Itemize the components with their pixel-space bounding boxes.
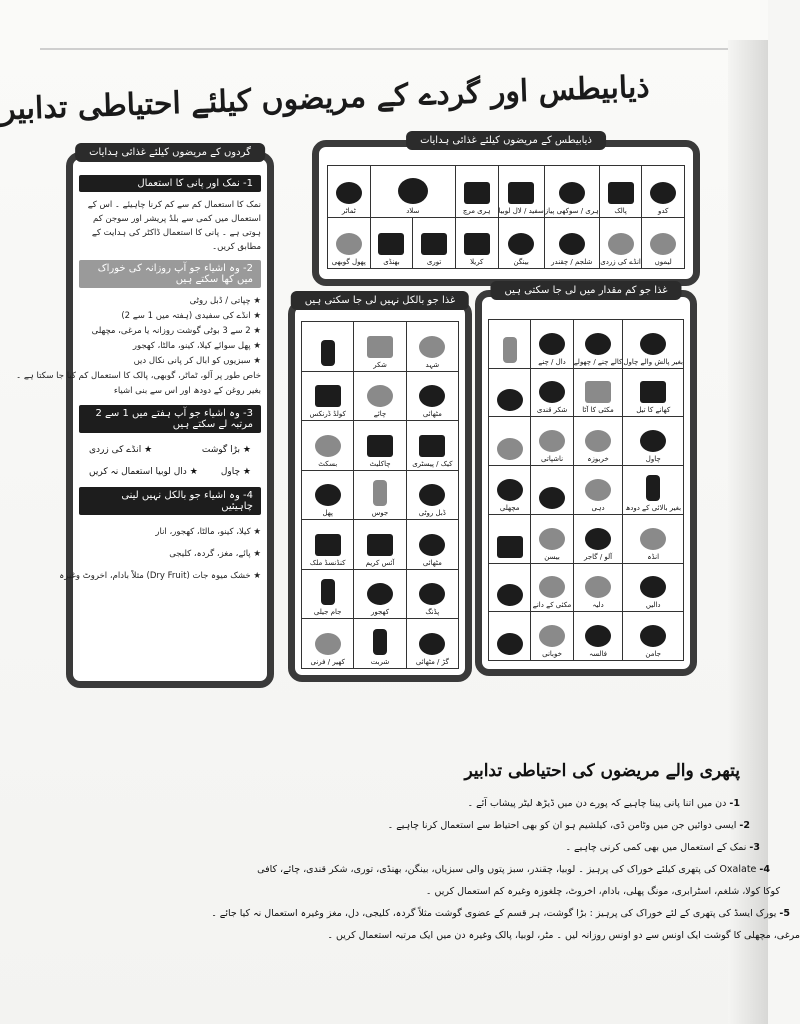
- gram-flour-icon: [539, 528, 565, 550]
- food-cell: [354, 471, 406, 521]
- kidney-section-4: [59, 487, 267, 587]
- rice-bowl-icon: [640, 430, 666, 452]
- food-cell: [574, 612, 624, 661]
- stones-item: [300, 815, 750, 837]
- juice-icon: [373, 480, 387, 506]
- hat-icon: [497, 389, 523, 411]
- forbidden-panel-header: غذا جو بالکل نہیں لی جا سکتی ہیں: [291, 291, 469, 310]
- cold-drink-icon: [315, 385, 341, 407]
- food-cell: [531, 417, 573, 466]
- kheer-icon: [315, 633, 341, 655]
- food-pair: [79, 461, 261, 483]
- food-item-text: بڑا گوشت: [201, 445, 241, 455]
- food-cell: [623, 320, 684, 369]
- food-cell: [371, 166, 456, 218]
- page-top-edge: [40, 48, 748, 50]
- food-label: بھنڈی: [383, 258, 400, 266]
- pasta-icon: [497, 536, 523, 558]
- onion-icon: [559, 182, 585, 204]
- food-cell: [531, 612, 573, 661]
- food-label: دلیہ: [592, 601, 604, 610]
- food-label: مکئی کا آٹا: [582, 406, 614, 415]
- section-heading-text: نمک اور پانی کا استعمال: [137, 178, 240, 189]
- note: بغیر روغن کے دودھ اور اس سے بنی اشیاء: [113, 386, 261, 396]
- pear-icon: [539, 430, 565, 452]
- kidney-section-4-heading: [79, 487, 261, 515]
- food-label: سفید / لال لوبیا: [498, 206, 544, 215]
- food-cell: [642, 166, 685, 218]
- spinach-icon: [608, 182, 634, 204]
- food-cell: [302, 372, 354, 422]
- stones-item: [300, 881, 780, 903]
- list-item: ★ چپاتی / ڈبل روٹی: [189, 296, 261, 306]
- food-cell: [354, 372, 406, 422]
- food-label: خوبانی: [542, 650, 562, 658]
- food-label: کھجور: [370, 608, 390, 617]
- kidney-section-1-heading: [79, 175, 261, 192]
- jamun-icon: [640, 625, 666, 647]
- food-label: انڈے کی زردی: [600, 258, 641, 266]
- moderate-food-grid: [488, 319, 684, 661]
- item-text: نمک کے استعمال میں بھی کمی کرنی چاہیے ۔: [565, 842, 747, 853]
- okra-icon: [378, 233, 404, 255]
- tomato-icon: [336, 182, 362, 204]
- bowl-icon: [497, 438, 523, 460]
- food-cell: [623, 564, 684, 613]
- pudding-icon: [419, 583, 445, 605]
- section-heading-text: وہ اشیاء جو بالکل نہیں لینی چاہیئیں: [121, 490, 253, 512]
- food-cell: [489, 564, 531, 613]
- item-text: یورک ایسڈ کی پتھری کے لئے خوراک کی پرہیز : بڑا گوشت، ہر قسم کے عضوی گوشت مثلاً گردہ، کلیجی، دل، مغز وغیرہ استعمال نہ کیا جائے ۔: [211, 908, 777, 919]
- food-label: جوس: [371, 509, 389, 518]
- kidney-stones-section: [211, 760, 800, 947]
- food-label: دالیں: [645, 601, 661, 610]
- food-cell: [489, 369, 531, 418]
- section-number: 2-: [243, 263, 253, 274]
- lemon-icon: [650, 233, 676, 255]
- item-number: 1-: [729, 798, 740, 809]
- food-label: شکر: [373, 360, 387, 369]
- food-cell: [489, 466, 531, 515]
- food-label: شہد: [425, 360, 440, 369]
- food-cell: [574, 320, 624, 369]
- section-number: 4-: [243, 490, 253, 501]
- food-cell: [489, 320, 531, 369]
- food-label: ڈبل روٹی: [418, 509, 446, 518]
- list-item: ★ کیلا، کینو، مالٹا، کھجور، انار: [155, 527, 261, 537]
- food-label: چاکلیٹ: [369, 459, 391, 468]
- food-cell: [499, 166, 545, 218]
- food-label: کریلا: [470, 258, 484, 266]
- moderate-foods-panel: [475, 285, 697, 676]
- food-cell: [407, 619, 459, 669]
- food-label: پھول گوبھی: [331, 258, 366, 266]
- food-cell: [531, 369, 573, 418]
- food-cell: [407, 520, 459, 570]
- list-item: ★ خشک میوہ جات (Dry Fruit) مثلاً بادام، اخروٹ وغیرہ: [59, 571, 261, 581]
- ice-cream-icon: [367, 534, 393, 556]
- food-cell: [302, 421, 354, 471]
- green-chili-icon: [464, 182, 490, 204]
- sugar-icon: [367, 336, 393, 358]
- list-item-text: انڈے کی سفیدی (ہفتہ میں 1 سے 2): [121, 311, 251, 321]
- eggplant-icon: [508, 233, 534, 255]
- item-number: 4-: [759, 864, 770, 875]
- food-label: ٹماٹر: [341, 206, 356, 215]
- food-cell: [531, 564, 573, 613]
- milk-carton-icon: [646, 475, 660, 501]
- item-number: 5-: [779, 908, 790, 919]
- food-cell: [302, 322, 354, 372]
- kidney-section-1: [73, 175, 267, 254]
- food-cell: [531, 515, 573, 564]
- list-item-text: کیلا، کینو، مالٹا، کھجور، انار: [155, 527, 251, 537]
- item-text: دن میں اتنا پانی پینا چاہیے کہ پورے دن میں ڈیڑھ لیٹر پیشاب آئے ۔: [467, 798, 727, 809]
- sweet-potato-icon: [539, 381, 565, 403]
- food-cell: [574, 417, 624, 466]
- egg-white-icon: [608, 233, 634, 255]
- food-cell: [489, 612, 531, 661]
- food-item-text: انڈے کی زردی: [89, 445, 142, 455]
- list-item-text: پائے، مغز، گردہ، کلیجی: [169, 549, 251, 559]
- list-item-text: خشک میوہ جات (Dry Fruit) مثلاً بادام، اخروٹ وغیرہ: [59, 571, 251, 581]
- fish-icon: [539, 487, 565, 509]
- stones-item: [257, 859, 770, 881]
- food-label: آلو / گاجر: [583, 552, 613, 561]
- food-label: جام جیلی: [313, 608, 342, 617]
- food-cell: [531, 466, 573, 515]
- food-cell: [545, 166, 600, 218]
- food-label: کنڈنسڈ ملک: [309, 558, 346, 567]
- list-item: ★ پائے، مغز، گردہ، کلیجی: [169, 549, 261, 559]
- stones-item: [300, 925, 800, 947]
- diabetes-food-grid: [327, 165, 685, 269]
- section-heading-text: وہ اشیاء جو آپ ہفتے میں 1 سے 2 مرتبہ لے سکتے ہیں: [95, 408, 253, 430]
- food-label: توری: [426, 258, 442, 266]
- item-text: کوکا کولا، شلغم، اسٹرابری، مونگ پھلی، بادام، اخروٹ، چلغوزہ وغیرہ کم استعمال کریں ۔: [425, 886, 780, 897]
- food-cell: [302, 471, 354, 521]
- food-label: بغیر پالش والے چاول: [623, 357, 683, 366]
- food-cell: [302, 570, 354, 620]
- page-title: ذیابیطس اور گردے کے مریضوں کیلئے احتیاطی تدابیر: [0, 69, 651, 128]
- food-label: آئس کریم: [365, 558, 395, 567]
- food-cell: [302, 619, 354, 669]
- food-cell: [489, 417, 531, 466]
- food-label: چاول: [645, 455, 661, 464]
- list-item: ★ سبزیوں کو ابال کر پانی نکال دیں: [133, 356, 261, 366]
- food-cell: [642, 218, 685, 270]
- food-cell: [328, 218, 371, 270]
- ridge-gourd-icon: [421, 233, 447, 255]
- sweets-icon: [419, 534, 445, 556]
- food-label: بیسن: [544, 552, 560, 561]
- food-label: مچھلی: [499, 503, 520, 512]
- food-cell: [623, 612, 684, 661]
- food-cell: [354, 619, 406, 669]
- lentils-icon: [539, 333, 565, 355]
- moderate-panel-header: غذا جو کم مقدار میں لی جا سکتی ہیں: [490, 281, 681, 300]
- item-text: ایسی دوائیں جن میں وٹامن ڈی، کیلشیم ہو ان کو بھی احتیاط سے استعمال کرنا چاہیے ۔: [387, 820, 737, 831]
- condensed-milk-icon: [315, 534, 341, 556]
- stones-item: [300, 837, 760, 859]
- food-label: چائے: [373, 410, 387, 419]
- food-cell: [574, 564, 624, 613]
- food-label: انڈہ: [647, 552, 660, 561]
- item-number: 3-: [749, 842, 760, 853]
- glass-icon: [503, 337, 517, 363]
- fruit-icon: [315, 484, 341, 506]
- rice-icon: [640, 333, 666, 355]
- food-cell: [623, 466, 684, 515]
- kidney-section-2-heading: [79, 260, 261, 288]
- food-pair: [79, 439, 261, 461]
- food-label: کدو: [658, 206, 669, 215]
- honey-icon: [419, 336, 445, 358]
- sweets-icon: [419, 385, 445, 407]
- food-item: ★ بڑا گوشت: [201, 445, 251, 455]
- kidney-panel-header: گردوں کے مریضوں کیلئے غذائی ہدایات: [75, 143, 265, 162]
- falsa-icon: [585, 625, 611, 647]
- food-cell: [623, 417, 684, 466]
- note: خاص طور پر آلو، ٹماٹر، گوبھی، پالک کا استعمال کم کیا جا سکتا ہے ۔: [16, 371, 261, 381]
- item-text: مرغی، مچھلی کا گوشت ایک اونس سے دو اونس روزانہ لیں ۔ مٹر، لوبیا، پالک وغیرہ دن میں ایک مرتبہ استعمال کریں ۔: [327, 930, 800, 941]
- pulses-icon: [640, 576, 666, 598]
- section-heading-text: وہ اشیاء جو آپ روزانہ کی خوراک میں کھا سکتے ہیں: [97, 263, 253, 285]
- food-label: پالک: [614, 206, 627, 215]
- forbidden-foods-panel: [288, 295, 472, 682]
- dry-fruit-icon: [497, 633, 523, 655]
- item-number: 2-: [739, 820, 750, 831]
- diabetes-diet-panel: [312, 135, 700, 286]
- stones-item: [211, 903, 790, 925]
- food-item-text: چاول: [220, 467, 241, 477]
- food-label: گڑ / مٹھائی: [415, 658, 449, 666]
- yogurt-icon: [585, 479, 611, 501]
- food-cell: [407, 372, 459, 422]
- section-number: 3-: [243, 408, 253, 419]
- list-item: ★ انڈے کی سفیدی (ہفتہ میں 1 سے 2): [121, 311, 261, 321]
- cauliflower-icon: [336, 233, 362, 255]
- item-text: Oxalate کی پتھری کیلئے خوراک کی پرہیز ۔ لوبیا، چقندر، سبز پتوں والی سبزیاں، بینگن، بھنڈی، توری، شکر قندی، چائے، کافی: [257, 864, 757, 875]
- food-label: ہری مرچ: [462, 206, 491, 215]
- section-number: 1-: [243, 178, 253, 189]
- kidney-section-2: [16, 260, 267, 399]
- list-item-text: 2 سے 3 بوٹی گوشت روزانہ یا مرغی، مچھلی: [91, 326, 251, 336]
- food-cell: [407, 471, 459, 521]
- list-item-text: پھل سوائے کیلا، کینو، مالٹا، کھجور: [132, 341, 251, 351]
- food-label: مکئی کے دانے: [532, 601, 572, 610]
- food-label: جامن: [645, 650, 661, 658]
- sherbet-icon: [373, 629, 387, 655]
- food-cell: [531, 320, 573, 369]
- diabetes-panel-header: ذیابیطس کے مریضوں کیلئے غذائی ہدایات: [406, 131, 606, 150]
- food-label: کالے چنے / چھولے: [573, 357, 623, 366]
- food-cell: [600, 166, 643, 218]
- corn-icon: [539, 576, 565, 598]
- food-label: مٹھائی: [422, 410, 442, 419]
- food-cell: [545, 218, 600, 270]
- food-label: پڈنگ: [425, 608, 440, 617]
- food-label: پھل: [322, 509, 333, 518]
- biscuit-icon: [315, 435, 341, 457]
- jaggery-icon: [419, 633, 445, 655]
- food-label: شلجم / چقندر: [551, 258, 593, 266]
- bitter-gourd-icon: [464, 233, 490, 255]
- jam-jar-icon: [321, 579, 335, 605]
- apricot-icon: [539, 625, 565, 647]
- salad-icon: [398, 178, 428, 204]
- stones-title: پتھری والے مریضوں کی احتیاطی تدابیر: [464, 761, 740, 781]
- food-label: دال / چنے: [538, 357, 566, 366]
- food-label: مٹھائی: [422, 558, 442, 567]
- food-label: کھیر / فرنی: [310, 658, 345, 666]
- list-item-text: چپاتی / ڈبل روٹی: [189, 296, 251, 306]
- list-item-text: سبزیوں کو ابال کر پانی نکال دیں: [133, 356, 251, 366]
- food-cell: [328, 166, 371, 218]
- food-cell: [354, 322, 406, 372]
- beans-icon: [508, 182, 534, 204]
- porridge-icon: [585, 576, 611, 598]
- food-label: کھانے کا تیل: [636, 406, 671, 415]
- turnip-icon: [559, 233, 585, 255]
- melon-icon: [585, 430, 611, 452]
- drink-glass-icon: [321, 340, 335, 366]
- food-label: ناشپاتی: [541, 455, 564, 464]
- food-cell: [354, 421, 406, 471]
- food-cell: [407, 322, 459, 372]
- pumpkin-icon: [650, 182, 676, 204]
- chickpea-icon: [585, 333, 611, 355]
- food-label: شکر قندی: [536, 406, 568, 415]
- food-cell: [600, 218, 643, 270]
- kidney-section-1-text: نمک کا استعمال کم سے کم کرنا چاہیئے ۔ اس کے استعمال میں کمی سے بلڈ پریشر اور سوجن کم ہوتی ہے ۔ پانی کا استعمال ڈاکٹر کی ہدایت کے مطابق کریں۔: [87, 200, 261, 252]
- food-label: بینگن: [513, 258, 529, 266]
- food-label: لیموں: [654, 258, 672, 266]
- stones-item: [300, 793, 740, 815]
- food-label: فالسہ: [589, 650, 608, 658]
- list-item: ★ پھل سوائے کیلا، کینو، مالٹا، کھجور: [132, 341, 261, 351]
- food-cell: [354, 570, 406, 620]
- food-cell: [413, 218, 456, 270]
- flour-bag-icon: [585, 381, 611, 403]
- apple-icon: [497, 584, 523, 606]
- potato-carrot-icon: [585, 528, 611, 550]
- food-cell: [574, 515, 624, 564]
- food-item: ★ چاول: [220, 467, 251, 477]
- kidney-section-3-heading: [79, 405, 261, 433]
- food-label: بغیر بالائی کے دودھ: [625, 503, 682, 512]
- cooking-oil-icon: [640, 381, 666, 403]
- food-cell: [371, 218, 414, 270]
- food-label: کیک / پیسٹری: [412, 459, 453, 468]
- food-label: ہری / سوکھی پیاز: [544, 206, 599, 215]
- food-cell: [489, 515, 531, 564]
- chocolate-icon: [367, 435, 393, 457]
- food-cell: [407, 421, 459, 471]
- food-cell: [456, 166, 499, 218]
- food-label: سلاد: [406, 206, 420, 215]
- food-label: شربت: [370, 658, 390, 666]
- food-cell: [456, 218, 499, 270]
- kidney-section-3: [73, 405, 267, 483]
- dates-icon: [367, 583, 393, 605]
- chicken-icon: [497, 479, 523, 501]
- food-item-text: دال لوبیا استعمال نہ کریں: [89, 467, 187, 477]
- food-label: خربوزہ: [587, 455, 609, 464]
- forbidden-food-grid: [301, 321, 459, 669]
- egg-icon: [640, 528, 666, 550]
- food-cell: [302, 520, 354, 570]
- food-cell: [623, 515, 684, 564]
- list-item: ★ 2 سے 3 بوٹی گوشت روزانہ یا مرغی، مچھلی: [91, 326, 261, 336]
- tea-cup-icon: [367, 385, 393, 407]
- food-label: بسکٹ: [318, 459, 338, 468]
- food-cell: [407, 570, 459, 620]
- food-cell: [574, 369, 624, 418]
- food-cell: [574, 466, 624, 515]
- kidney-diet-panel: [16, 147, 274, 688]
- food-label: کولڈ ڈرنکس: [309, 410, 346, 419]
- food-label: دہی: [591, 503, 605, 512]
- food-item: ★ دال لوبیا استعمال نہ کریں: [89, 467, 198, 477]
- food-cell: [354, 520, 406, 570]
- food-cell: [623, 369, 684, 418]
- food-cell: [499, 218, 545, 270]
- food-item: ★ انڈے کی زردی: [89, 445, 153, 455]
- bread-icon: [419, 484, 445, 506]
- cake-icon: [419, 435, 445, 457]
